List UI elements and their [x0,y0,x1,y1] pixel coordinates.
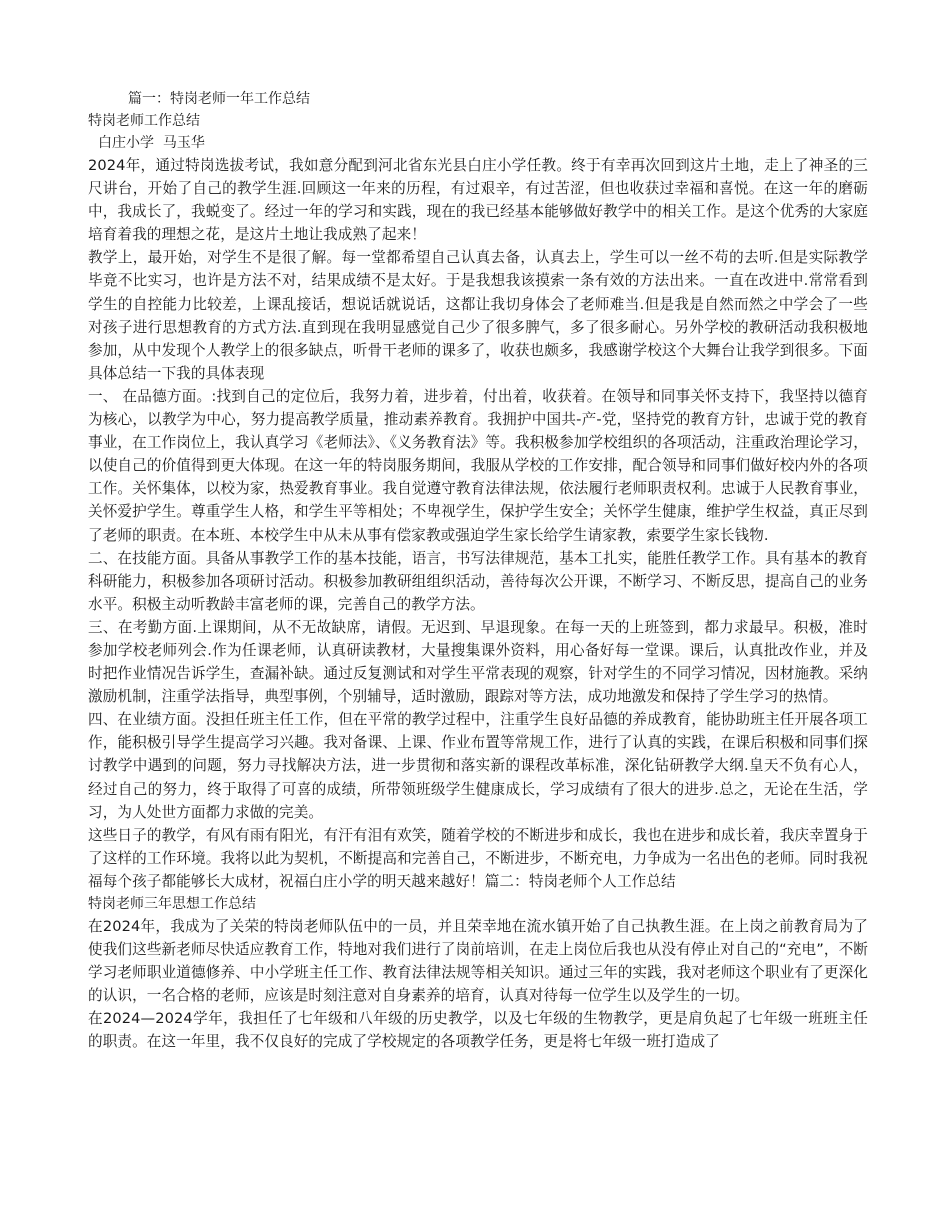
paragraph-second-intro: 在2024年，我成为了关荣的特岗老师队伍中的一员，并且荣幸地在流水镇开始了自己执教生涯。在上岗之前教育局为了使我们这些新老师尽快适应教育工作，特地对我们进行了岗前培训，在走上岗位后我也从没有停止对自己的“充电”，不断学习老师职业道德修养、中小学班主任工作、教育法律法规等相关知识。通过三年的实践，我对老师这个职业有了更深化的认识，一名合格的老师，应该是时刻注意对自身素养的培育，认真对待每一位学生以及学生的一切。 [88,918,868,1005]
section-title-1: 篇一：特岗老师一年工作总结 [128,91,310,107]
document-title-1: 特岗老师工作总结 [88,113,200,129]
paragraph-skills: 二、在技能方面。具备从事教学工作的基本技能，语言，书写法律规范，基本工扎实，能胜任教学工作。具有基本的教育科研能力，积极参加各项研讨活动。积极参加教研组组织活动，善待每次公开课，不断学习、不断反思，提高自己的业务水平。积极主动听教龄丰富老师的课，完善自己的教学方法。 [88,549,868,613]
paragraph-intro: 2024年，通过特岗选拔考试，我如意分配到河北省东光县白庄小学任教。终于有幸再次回到这片土地，走上了神圣的三尺讲台，开始了自己的教学生涯.回顾这一年来的历程，有过艰辛，有过苦涩，但也收获过幸福和喜悦。在这一年的磨砺中，我成长了，我蜕变了。经过一年的学习和实践，现在的我已经基本能够做好教学中的相关工作。是这个优秀的大家庭培育着我的理想之花，是这片土地让我成熟了起来！ [88,157,868,244]
paragraph-performance: 四、在业绩方面。没担任班主任工作，但在平常的教学过程中，注重学生良好品德的养成教育，能协助班主任开展各项工作，能积极引导学生提高学习兴趣。我对备课、上课、作业布置等常规工作，进行了认真的实践，在课后积极和同事们探讨教学中遇到的问题，努力寻找解决方法，进一步贯彻和落实新的课程改革标准，深化钻研教学大纲.皇天不负有心人，经过自己的努力，终于取得了可喜的成绩，所带领班级学生健康成长，学习成绩有了很大的进步.总之，无论在生活，学习，为人处世方面都力求做的完美。 [88,711,868,821]
paragraph-closing: 这些日子的教学，有风有雨有阳光，有汗有泪有欢笑，随着学校的不断进步和成长，我也在进步和成长着，我庆幸置身于了这样的工作环境。我将以此为契机，不断提高和完善自己，不断进步，不断充电，力争成为一名出色的老师。同时我祝福每个孩子都能够长大成材，祝福白庄小学的明天越来越好！篇二：特岗老师个人工作总结 [88,826,868,890]
paragraph-second-year: 在2024—2024学年，我担任了七年级和八年级的历史教学，以及七年级的生物教学，更是肩负起了七年级一班班主任的职责。在这一年里，我不仅良好的完成了学校规定的各项教学任务，更是将七年级一班打造成了 [88,1010,868,1051]
paragraph-attendance: 三、在考勤方面.上课期间，从不无故缺席，请假。无迟到、早退现象。在每一天的上班签到，都力求最早。积极，准时参加学校老师列会.作为任课老师，认真研读教材，大量搜集课外资料，用心备好每一堂课。课后，认真批改作业，并及时把作业情况告诉学生，查漏补缺。通过反复测试和对学生平常表现的观察，针对学生的不同学习情况，因材施教。采纳激励机制，注重学法指导，典型事例，个别辅导，适时激励，跟踪对等方法，成功地激发和保持了学生学习的热情。 [88,618,868,706]
author-line: 白庄小学 马玉华 [98,135,205,151]
paragraph-morality: 一、 在品德方面。:找到自己的定位后，我努力着，进步着，付出着，收获着。在领导和同事关怀支持下，我坚持以德育为核心，以教学为中心，努力提高教学质量，推动素养教育。我拥护中国共-产-党，坚持党的教育方针，忠诚于党的教育事业，在工作岗位上，我认真学习《老师法》、《义务教育法》等。我积极参加学校组织的各项活动，注重政治理论学习，以使自己的价值得到更大体现。在这一年的特岗服务期间，我服从学校的工作安排，配合领导和同事们做好校内外的各项工作。关怀集体，以校为家，热爱教育事业。我自觉遵守教育法律法规，依法履行老师职责权利。忠诚于人民教育事业，关怀爱护学生。尊重学生人格，和学生平等相处；不卑视学生，保护学生安全；关怀学生健康，维护学生权益，真正尽到了老师的职责。在本班、本校学生中从未从事有偿家教或强迫学生家长给学生请家教，索要学生家长钱物. [88,387,868,544]
paragraph-teaching: 教学上，最开始，对学生不是很了解。每一堂都希望自己认真去备，认真去上，学生可以一丝不苟的去听.但是实际教学毕竟不比实习，也许是方法不对，结果成绩不是太好。于是我想我该摸索一条有效的方法出来。一直在改进中.常常看到学生的自控能力比较差，上课乱接话，想说话就说话，这都让我切身体会了老师难当.但是我是自然而然之中学会了一些对孩子进行思想教育的方式方法.直到现在我明显感觉自己少了很多脾气，多了很多耐心。另外学校的教研活动我积极地参加，从中发现个人教学上的很多缺点，听骨干老师的课多了，收获也颇多，我感谢学校这个大舞台让我学到很多。下面具体总结一下我的具体表现 [88,249,868,382]
document-title-2: 特岗老师三年思想工作总结 [88,896,256,912]
document-page [88,88,868,1054]
